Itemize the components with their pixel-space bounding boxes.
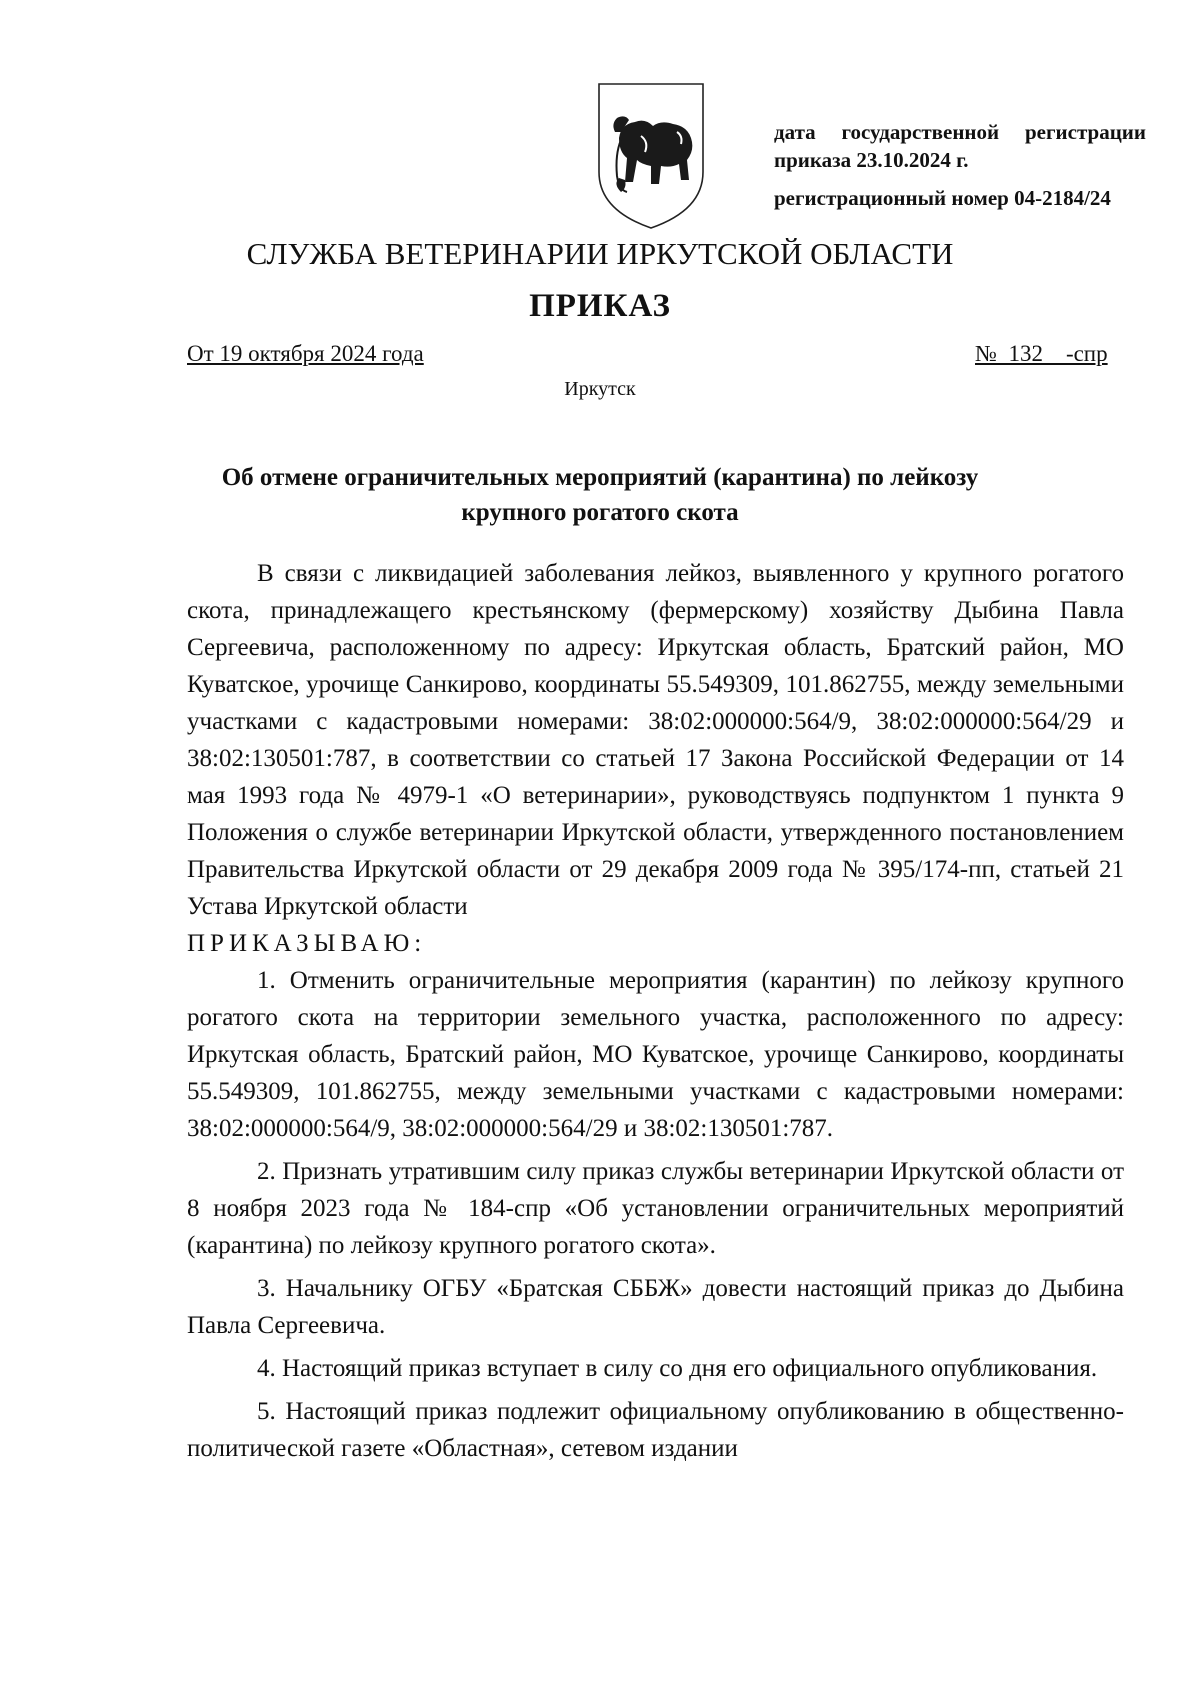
- order-city: Иркутск: [564, 378, 636, 400]
- order-item-5: 5. Настоящий приказ подлежит официальному опубликованию в общественно-политической газете «Областная», сетевом издании: [187, 1398, 1124, 1462]
- order-item-2: 2. Признать утратившим силу приказ службы ветеринарии Иркутской области от 8 ноября 2023 года № 184-спр «Об установлении ограничительных мероприятий (карантина) по лейкозу крупного рогатого скота».: [187, 1158, 1124, 1259]
- registration-date-line2: приказа 23.10.2024 г.: [774, 148, 969, 172]
- order-item-3: 3. Начальнику ОГБУ «Братская СББЖ» довести настоящий приказ до Дыбина Павла Сергеевича.: [187, 1275, 1124, 1339]
- registration-block: [774, 118, 1146, 212]
- order-subject: [150, 460, 1050, 530]
- order-date: От 19 октября 2024 года: [187, 341, 424, 366]
- preamble-paragraph: В связи с ликвидацией заболевания лейкоз, выявленного у крупного рогатого скота, принадлежащего крестьянскому (фермерскому) хозяйству Дыбина Павла Сергеевича, расположенному по адресу: Иркутская область, Братский район, МО Куватское, урочище Санкирово, координаты 55.549309, 101.862755, между земельными участками с кадастровыми номерами: 38:02:000000:564/9, 38:02:000000:564/29 и 38:02:130501:787, в соответствии со статьей 17 Закона Российской Федерации от 14 мая 1993 года № 4979-1 «О ветеринарии», руководствуясь подпунктом 1 пункта 9 Положения о службе ветеринарии Иркутской области, утвержденного постановлением Правительства Иркутской области от 29 декабря 2009 года № 395/174-пп, статьей 21 Устава Иркутской области: [187, 560, 1124, 920]
- order-item-1: 1. Отменить ограничительные мероприятия (карантин) по лейкозу крупного рогатого скота на территории земельного участка, расположенного по адресу: Иркутская область, Братский район, МО Куватское, урочище Санкирово, координаты 55.549309, 101.862755, между земельными участками с кадастровыми номерами: 38:02:000000:564/9, 38:02:000000:564/29 и 38:02:130501:787.: [187, 967, 1124, 1142]
- order-item-4: 4. Настоящий приказ вступает в силу со дня его официального опубликования.: [257, 1355, 1098, 1382]
- subject-line2: крупного рогатого скота: [461, 499, 739, 526]
- registration-number: регистрационный номер 04-2184/24: [774, 186, 1111, 210]
- subject-line1: Об отмене ограничительных мероприятий (карантина) по лейкозу: [221, 464, 979, 491]
- order-body: [187, 555, 1124, 1467]
- document-type-title: ПРИКАЗ: [529, 288, 671, 324]
- order-word: ПРИКАЗЫВАЮ:: [187, 930, 427, 957]
- registration-date-line1: дата государственной регистрации: [774, 120, 1146, 144]
- irkutsk-coat-of-arms-icon: [591, 80, 711, 232]
- agency-name: СЛУЖБА ВЕТЕРИНАРИИ ИРКУТСКОЙ ОБЛАСТИ: [246, 236, 954, 271]
- order-number: № 132 -спр: [975, 341, 1108, 366]
